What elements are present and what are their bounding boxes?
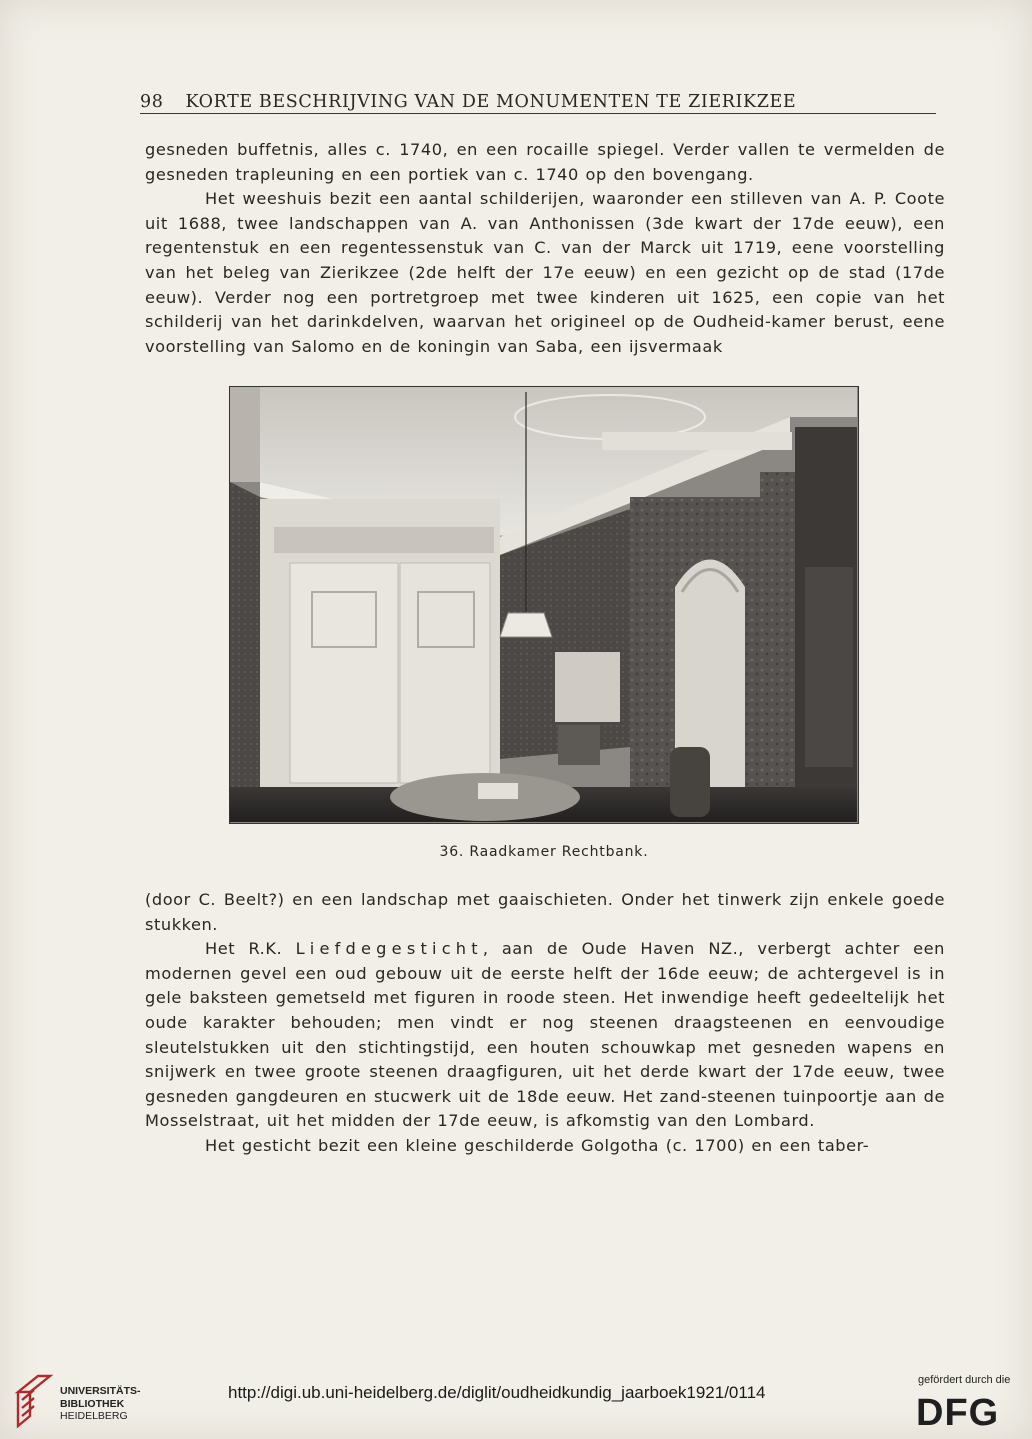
paragraph: Het weeshuis bezit een aantal schilderijen, waaronder een stilleven van A. P. Coote uit 1688, twee landschappen van A. van Anthonissen (3de kwart der 17de eeuw), een regentenstuk en een regentessenstuk van C. van der Marck uit 1719, eene voorstelling van het beleg van Zierikzee (2de helft der 17e eeuw) en een gezicht op de stad (17de eeuw). Verder nog een portretgroep met twee kinderen uit 1625, een copie van het schilderij van het darinkdelven, waarvan het origineel op de Oudheid-kamer berust, eene voorstelling van Salomo en de koningin van Saba, een ijsvermaak <box>145 189 945 356</box>
figure-caption: 36. Raadkamer Rechtbank. <box>439 844 649 860</box>
dfg-logo: DFG <box>916 1392 1000 1434</box>
paragraph: gesneden buffetnis, alles c. 1740, en een rocaille spiegel. Verder vallen te vermelden de gesneden trapleuning en een portiek van c. 1740 op den bovengang. <box>145 140 945 184</box>
paragraph: Het gesticht bezit een kleine geschilderde Golgotha (c. 1700) en een taber- <box>205 1135 870 1155</box>
running-head <box>140 86 940 112</box>
emphasized-term: Liefdegesticht <box>295 939 483 959</box>
paragraph <box>145 937 945 1134</box>
library-line: HEIDELBERG <box>60 1410 128 1422</box>
running-title: KORTE BESCHRIJVING VAN DE MONUMENTEN TE ZIERIKZEE <box>185 92 797 112</box>
funded-by-label: gefördert durch die <box>918 1374 1011 1386</box>
library-line: BIBLIOTHEK <box>60 1397 125 1410</box>
library-logo-icon <box>12 1372 58 1432</box>
figure-photo-raadkamer <box>229 386 859 824</box>
header-rule <box>140 113 936 114</box>
paragraph-rest: , aan de Oude Haven NZ., verbergt achter een modernen gevel een oud gebouw uit de eerste helft der 16de eeuw; de achtergevel is in gele baksteen gemetseld met figuren in roode steen. Het inwendige heeft gedeeltelijk het oude karakter behouden; men vindt er nog steenen draagsteenen en eenvoudige sleutelstukken uit den stichtingstijd, een houten schouwkap met gesneden wapens en snijwerk en twee groote steenen draagfiguren, uit het derde kwart der 17de eeuw, twee gesneden gangdeuren en stucwerk uit de 18de eeuw. Het zand-steenen tuinpoortje aan de Mosselstraat, uit het midden der 17de eeuw, is afkomstig van den Lombard. <box>145 939 945 1131</box>
body-text-top <box>145 138 945 359</box>
library-name <box>60 1385 141 1423</box>
source-url-link[interactable]: http://digi.ub.uni-heidelberg.de/diglit/oudheidkundig_jaarboek1921/0114 <box>228 1383 766 1402</box>
page-number: 98 <box>140 92 164 112</box>
paragraph: (door C. Beelt?) en een landschap met gaaischieten. Onder het tinwerk zijn enkele goede stukken. <box>145 890 945 934</box>
body-text-bottom <box>145 888 945 1159</box>
photo-room-scene <box>230 387 857 822</box>
library-line: UNIVERSITÄTS- <box>60 1385 141 1397</box>
paragraph-lead: Het R.K. <box>205 939 283 959</box>
